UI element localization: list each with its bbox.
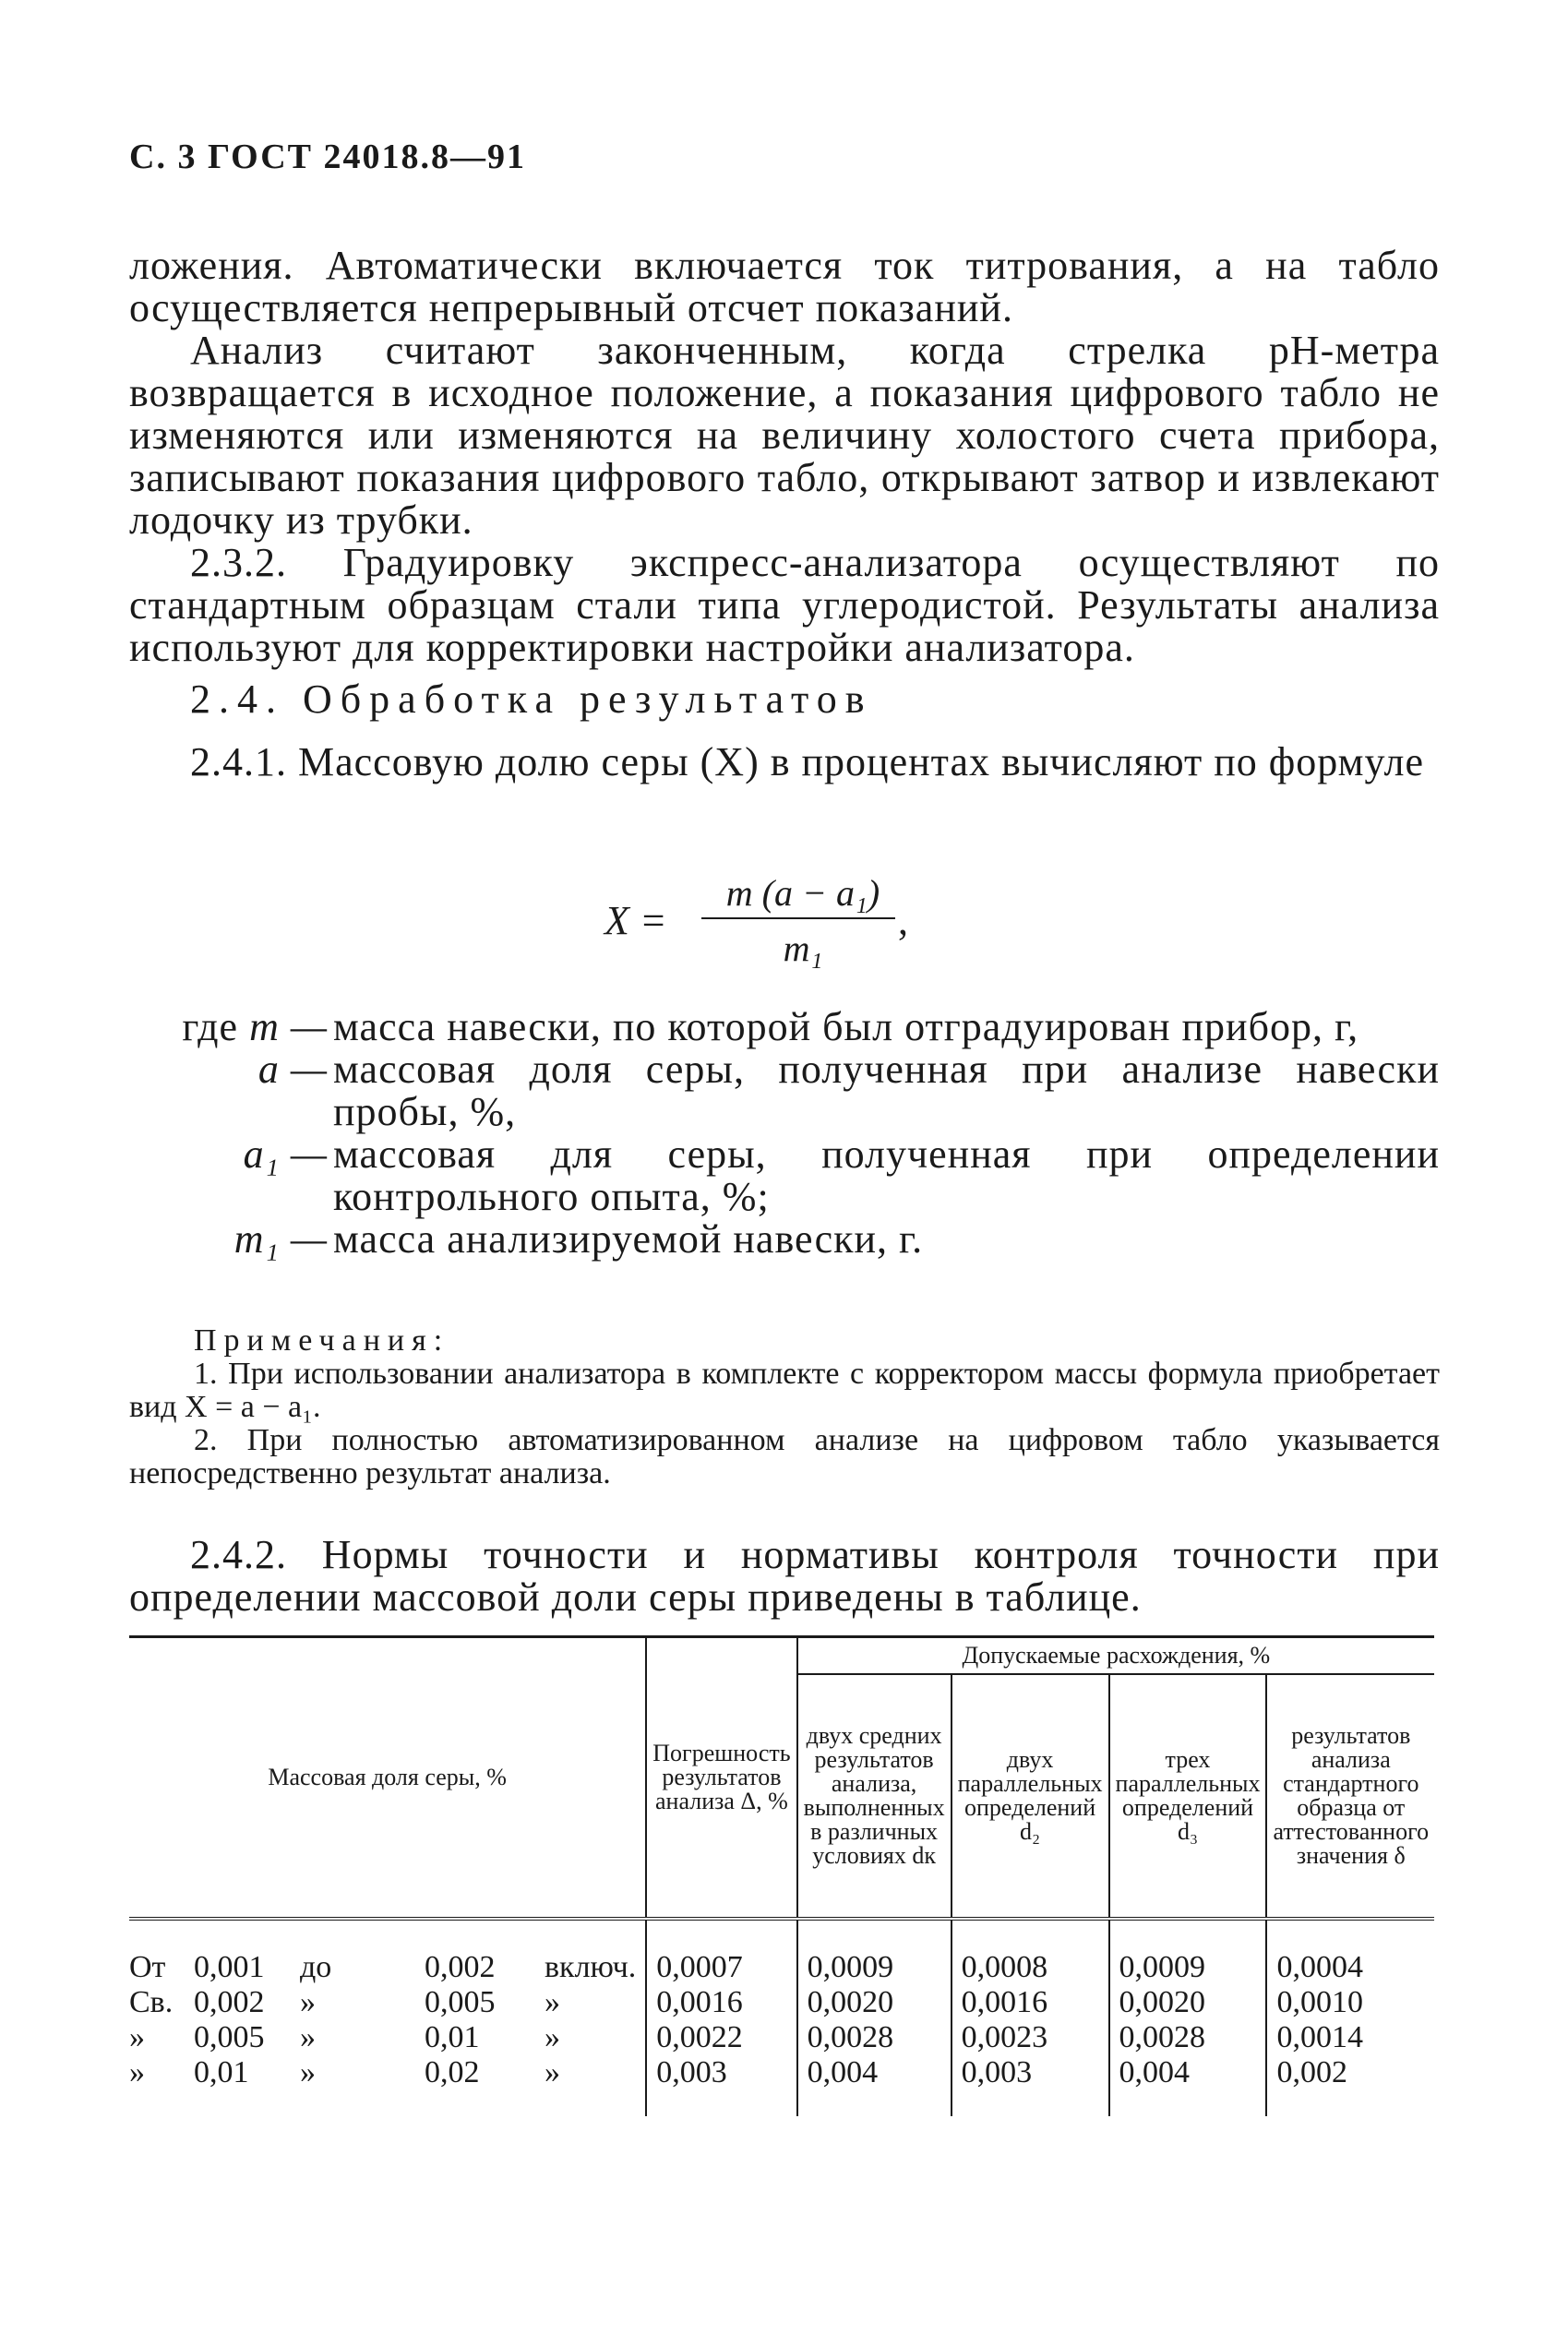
symbol-a1: a₁ — <box>243 1131 328 1177</box>
range-cell: » 0,01 » 0,02 » <box>129 2055 560 2089</box>
delta-sample-cell: 0,0010 <box>1266 1985 1434 2020</box>
paragraph-continuation: ложения. Автоматически включается ток титрования, а на табло осуществляется непрерывный отсчет показаний. <box>129 243 1440 330</box>
definition-a1-text: массовая для серы, полученная при определении контрольного опыта, %; <box>333 1131 1440 1219</box>
notes-title: Примечания: <box>194 1323 450 1358</box>
formula-denominator: m₁ <box>783 928 823 969</box>
table-row <box>129 2055 1434 2116</box>
definition-m1 <box>129 1218 1440 1261</box>
d3-cell: 0,0028 <box>1109 2020 1267 2055</box>
header-delta-sample: результатов анализа стандартного образца от аттестованного значения δ <box>1266 1674 1434 1919</box>
header-dk: двух средних результатов анализа, выполненных в различных условиях dк <box>797 1674 952 1919</box>
formula-comma: , <box>898 898 908 943</box>
formula-lhs: X = <box>604 898 667 943</box>
delta-sample-cell: 0,002 <box>1266 2055 1434 2116</box>
header-error: Погрешность результатов анализа Δ, % <box>646 1637 796 1920</box>
section-heading-processing: 2.4. Обработка результатов <box>190 676 873 722</box>
definition-a-text: массовая доля серы, полученная при анализе навески пробы, %, <box>333 1047 1440 1134</box>
paragraph-norms-intro: 2.4.2. Нормы точности и нормативы контроля точности при определении массовой доли серы приведены в таблице. <box>129 1532 1440 1620</box>
d2-cell: 0,003 <box>952 2055 1109 2116</box>
d2-cell: 0,0023 <box>952 2020 1109 2055</box>
definition-m <box>129 1006 1440 1048</box>
delta-cell: 0,0022 <box>646 2020 796 2055</box>
d2-cell: 0,0016 <box>952 1985 1109 2020</box>
delta-cell: 0,003 <box>646 2055 796 2116</box>
fraction-bar <box>701 917 895 919</box>
d2-cell: 0,0008 <box>952 1919 1109 1985</box>
paragraph-calibration: 2.3.2. Градуировку экспресс-анализатора осуществляют по стандартным образцам стали типа углеродистой. Результаты анализа используют для корректировки настройки анализатора. <box>129 540 1440 670</box>
delta-sample-cell: 0,0004 <box>1266 1919 1434 1985</box>
definition-lead: где <box>182 1004 239 1049</box>
dk-cell: 0,0009 <box>797 1919 952 1985</box>
table-row <box>129 1985 1434 2020</box>
table-row <box>129 1919 1434 1985</box>
dk-cell: 0,004 <box>797 2055 952 2116</box>
definition-m-text: масса навески, по которой был отградуирован прибор, г, <box>333 1004 1359 1049</box>
d3-cell: 0,004 <box>1109 2055 1267 2116</box>
paragraph-formula-intro: 2.4.1. Массовую долю серы (X) в процентах вычисляют по формуле <box>190 739 1425 784</box>
d3-cell: 0,0009 <box>1109 1919 1267 1985</box>
note-1: 1. При использовании анализатора в комплекте с корректором массы формула приобретает вид X = a − a₁. <box>129 1357 1440 1424</box>
page-header: С. 3 ГОСТ 24018.8—91 <box>129 138 526 176</box>
notes-block <box>129 1324 1440 1490</box>
definition-m1-text: масса анализируемой навески, г. <box>333 1216 924 1262</box>
delta-cell: 0,0007 <box>646 1919 796 1985</box>
header-sulfur-fraction: Массовая доля серы, % <box>129 1637 646 1920</box>
accuracy-norms-table <box>129 1635 1434 2116</box>
header-allowed-discrepancies: Допускаемые расхождения, % <box>797 1637 1435 1675</box>
header-d3: трех параллельных определений d₃ <box>1109 1674 1267 1919</box>
symbol-m: m — <box>249 1004 328 1049</box>
d3-cell: 0,0020 <box>1109 1985 1267 2020</box>
header-d2: двух параллельных определений d₂ <box>952 1674 1109 1919</box>
delta-sample-cell: 0,0014 <box>1266 2020 1434 2055</box>
range-cell: » 0,005 » 0,01 » <box>129 2020 560 2054</box>
symbol-m1: m₁ — <box>233 1216 328 1262</box>
table-row <box>129 2020 1434 2055</box>
symbol-a: a — <box>257 1047 328 1092</box>
variable-definitions <box>129 1006 1440 1261</box>
paragraph-analysis-end: Анализ считают законченным, когда стрелка pH-метра возвращается в исходное положение, а показания цифрового табло не изменяются или изменяются на величину холостого счета прибора, записывают показания цифрового табло, открывают затвор и извлекают лодочку из трубки. <box>129 328 1440 543</box>
range-cell: От 0,001 до 0,002 включ. <box>129 1950 637 1984</box>
delta-cell: 0,0016 <box>646 1985 796 2020</box>
range-cell: Св. 0,002 » 0,005 » <box>129 1985 560 2019</box>
formula-numerator: m (a − a₁) <box>725 872 880 914</box>
sulfur-formula <box>604 871 937 973</box>
definition-a1 <box>129 1133 1440 1218</box>
note-2: 2. При полностью автоматизированном анализе на цифровом табло указывается непосредственно результат анализа. <box>129 1423 1440 1490</box>
dk-cell: 0,0020 <box>797 1985 952 2020</box>
definition-a <box>129 1048 1440 1133</box>
dk-cell: 0,0028 <box>797 2020 952 2055</box>
